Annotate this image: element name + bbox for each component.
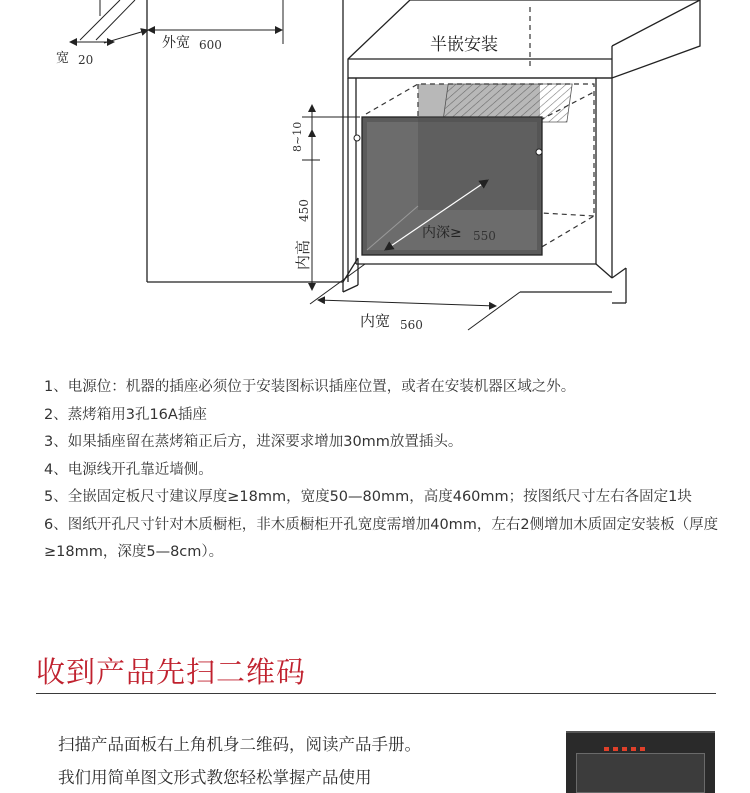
outer-width-label: 外宽 (162, 35, 190, 51)
semi-builtin-label: 半嵌安装 (430, 35, 498, 55)
outer-width-value: 600 (199, 38, 222, 52)
mounting-screw-icon (354, 135, 360, 141)
note-item: 6、图纸开孔尺寸针对木质橱柜，非木质橱柜开孔宽度需增加40mm，左右2侧增加木质固定安装板（厚度≥18mm，深度5—8cm）。 (44, 516, 719, 560)
width-20-label: 宽 (56, 51, 70, 66)
inner-depth-label: 内深≥ (422, 225, 462, 241)
inner-height-label: 内高 (294, 239, 312, 270)
height-value: 450 (297, 199, 311, 222)
control-panel (604, 739, 654, 747)
width-20-value: 20 (78, 53, 94, 67)
oven-door (576, 753, 705, 793)
installation-diagram (0, 0, 750, 345)
inner-depth-value: 550 (473, 229, 496, 243)
gap-label: 8~10 (291, 121, 304, 152)
section-title: 收到产品先扫二维码 (36, 655, 307, 689)
note-item: 4、电源线开孔靠近墙侧。 (44, 461, 213, 478)
installation-notes (44, 374, 724, 567)
inner-width-label: 内宽 (360, 312, 391, 330)
mounting-screw-icon (536, 149, 542, 155)
note-item: 5、全嵌固定板尺寸建议厚度≥18mm，宽度50—80mm，高度460mm；按图纸尺寸左右各固定1块 (44, 489, 692, 505)
scan-instruction: 扫描产品面板右上角机身二维码，阅读产品手册。 (58, 735, 421, 754)
scan-description: 我们用简单图文形式教您轻松掌握产品使用 (58, 768, 372, 787)
inner-width-value: 560 (400, 318, 423, 332)
note-item: 3、如果插座留在蒸烤箱正后方，进深要求增加30mm放置插头。 (44, 434, 463, 450)
section-divider (36, 693, 716, 694)
product-image (566, 731, 715, 793)
note-item: 2、蒸烤箱用3孔16A插座 (44, 406, 207, 423)
note-item: 1、电源位：机器的插座必须位于安装图标识插座位置，或者在安装机器区域之外。 (44, 379, 576, 395)
